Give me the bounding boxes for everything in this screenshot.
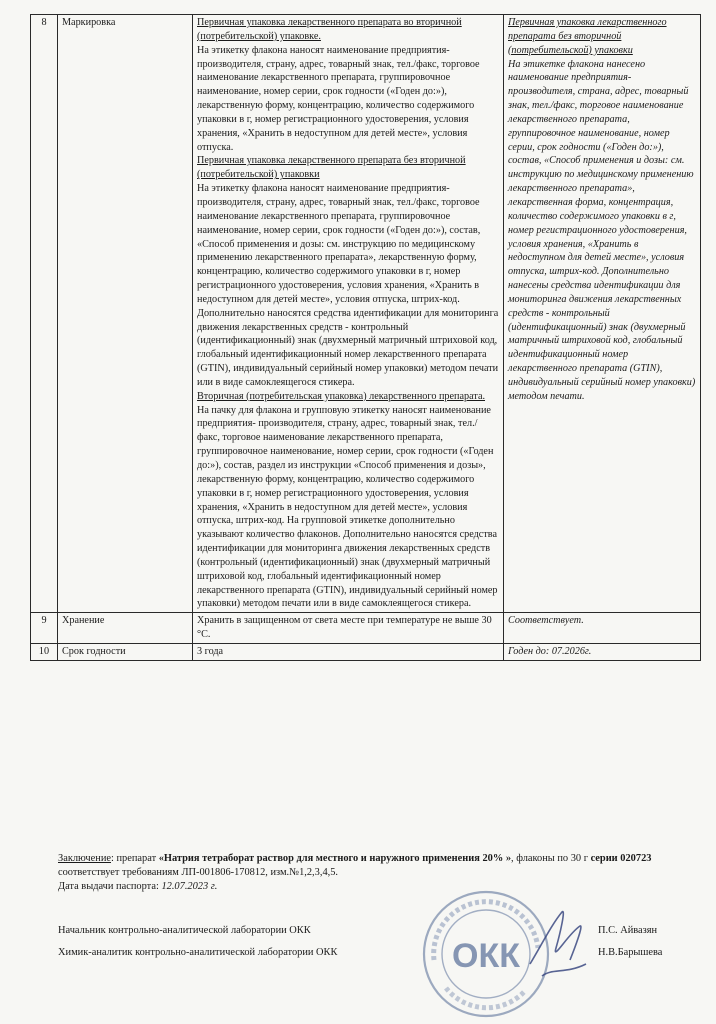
conclusion-text: Заключение: препарат «Натрия тетраборат раствор для местного и наружного применения 20% », флаконы по 30 г серии 020723 соответствует требованиям ЛП-001806-170812, изм.№1,2,3,4,5. — [58, 853, 652, 878]
row-number: 8 — [31, 15, 58, 613]
requirements-cell — [193, 15, 504, 613]
requirements-cell: 3 года — [193, 643, 504, 660]
table-row-labeling — [31, 15, 701, 613]
series-label: серии — [590, 853, 618, 864]
section-heading: Первичная упаковка лекарственного препарата без вторичной (потребительской) упаковки — [197, 155, 466, 181]
result-text: На этикетке флакона нанесено наименование предприятия-производителя, страна, адрес, товарный знак, тел./факс, торговое наименование лекарственного препарата, группировочное наименование, номер серии, срок годности («Годен до:»), состав, «Способ применения и дозы: см. инструкцию по медицинскому применению лекарственного препарата», лекарственная форма, концентрация, количество содержимого упаковки в г, номер регистрационного удостоверения, условия хранения, «Хранить в недоступном для детей месте», условия отпуска, штрих-код. Дополнительно нанесены средства идентификации для мониторинга движения лекарственных средств - контрольный (идентификационный) знак (двухмерный матричный штриховой код, глобальный идентификационный номер лекарственного препарата (GTIN), индивидуальный серийный номер упаковки) методом печати. — [508, 58, 696, 402]
signature-role-analyst: Химик-аналитик контрольно-аналитической лаборатории ОКК — [58, 947, 338, 958]
requirements-cell: Хранить в защищенном от света месте при температуре не выше 30 °С. — [193, 613, 504, 644]
section-heading: Первичная упаковка лекарственного препарата во вторичной (потребительской) упаковке. — [197, 17, 462, 42]
section-text: На этикетку флакона наносят наименование предприятия- производителя, страну, адрес, товарный знак, тел./факс, торговое наименование лекарственного препарата, группировочное наименование, номер серии, срок годности («Годен до:»), лекарственную форму, концентрацию, количество содержимого упаковки в г, номер регистрационного удостоверения, условия хранения, «Хранить в недоступном для детей месте», условия отпуска. — [197, 44, 480, 153]
signature-role-head: Начальник контрольно-аналитической лаборатории ОКК — [58, 925, 311, 936]
table-row-storage — [31, 613, 701, 644]
section-text: На пачку для флакона и групповую этикетку наносят наименование предприятия- производителя, страну, адрес, товарный знак, тел./факс, торговое наименование лекарственного препарата, группировочное наименование, номер серии, срок годности («Годен до:»), состав, раздел из инструкции «Способ применения и дозы», лекарственную форму, концентрацию, количество содержимого упаковки в г, номер регистрационного удостоверения, условия хранения, «Хранить в недоступном для детей месте», условия отпуска, штрих-код. На групповой этикетке дополнительно указывают количество флаконов. Дополнительно наносятся средства идентификации для мониторинга движения лекарственных средств (контрольный (идентификационный) знак (двухмерный матричный штриховой код, глобальный идентификационный номер лекарственного препарата (GTIN), индивидуальный серийный номер упаковки) методом печати или в виде самоклеящегося стикера. — [197, 404, 498, 610]
signature-name-head: П.С. Айвазян — [598, 925, 658, 936]
properties-table — [30, 14, 701, 661]
stamp-center-text: ОКК — [452, 937, 520, 975]
series-number: 020723 — [620, 853, 652, 864]
row-indicator: Маркировка — [58, 15, 193, 613]
conclusion-block — [58, 852, 698, 894]
product-name: «Натрия тетраборат раствор для местного и наружного применения 20% » — [158, 853, 512, 864]
signature-name-analyst: Н.В.Барышева — [598, 947, 663, 958]
row-number: 9 — [31, 613, 58, 644]
conclusion-label: Заключение — [58, 853, 111, 864]
signature-mark — [522, 904, 594, 988]
table-row-shelf-life — [31, 643, 701, 660]
section-text: На этикетку флакона наносят наименование предприятия- производителя, страну, адрес, товарный знак, тел./факс, торговое наименование лекарственного препарата, группировочное наименование, номер серии, срок годности («Годен до:»), состав, «Способ применения и дозы: см. инструкцию по медицинскому применению лекарственного препарата», лекарственную форму, концентрацию, количество содержимого упаковки в г, номер регистрационного удостоверения, условия хранения, «Хранить в недоступном для детей месте», условия отпуска, штрих-код. Дополнительно наносятся средства идентификации для мониторинга движения лекарственных средств - контрольный (идентификационный) знак (двухмерный матричный штриховой код, глобальный идентификационный номер лекарственного препарата (GTIN), индивидуальный серийный номер упаковки) методом печати или в виде самоклеящегося стикера. — [197, 183, 499, 388]
results-cell: Соответствует. — [504, 613, 701, 644]
row-indicator: Срок годности — [58, 643, 193, 660]
results-cell — [504, 15, 701, 613]
row-indicator: Хранение — [58, 613, 193, 644]
row-number: 10 — [31, 643, 58, 660]
issue-date: Дата выдачи паспорта: 12.07.2023 г. — [58, 881, 218, 892]
results-cell: Годен до: 07.2026г. — [504, 643, 701, 660]
result-heading: Первичная упаковка лекарственного препарата без вторичной (потребительской) упаковки — [508, 17, 667, 56]
section-heading: Вторичная (потребительская упаковка) лекарственного препарата. — [197, 390, 486, 402]
